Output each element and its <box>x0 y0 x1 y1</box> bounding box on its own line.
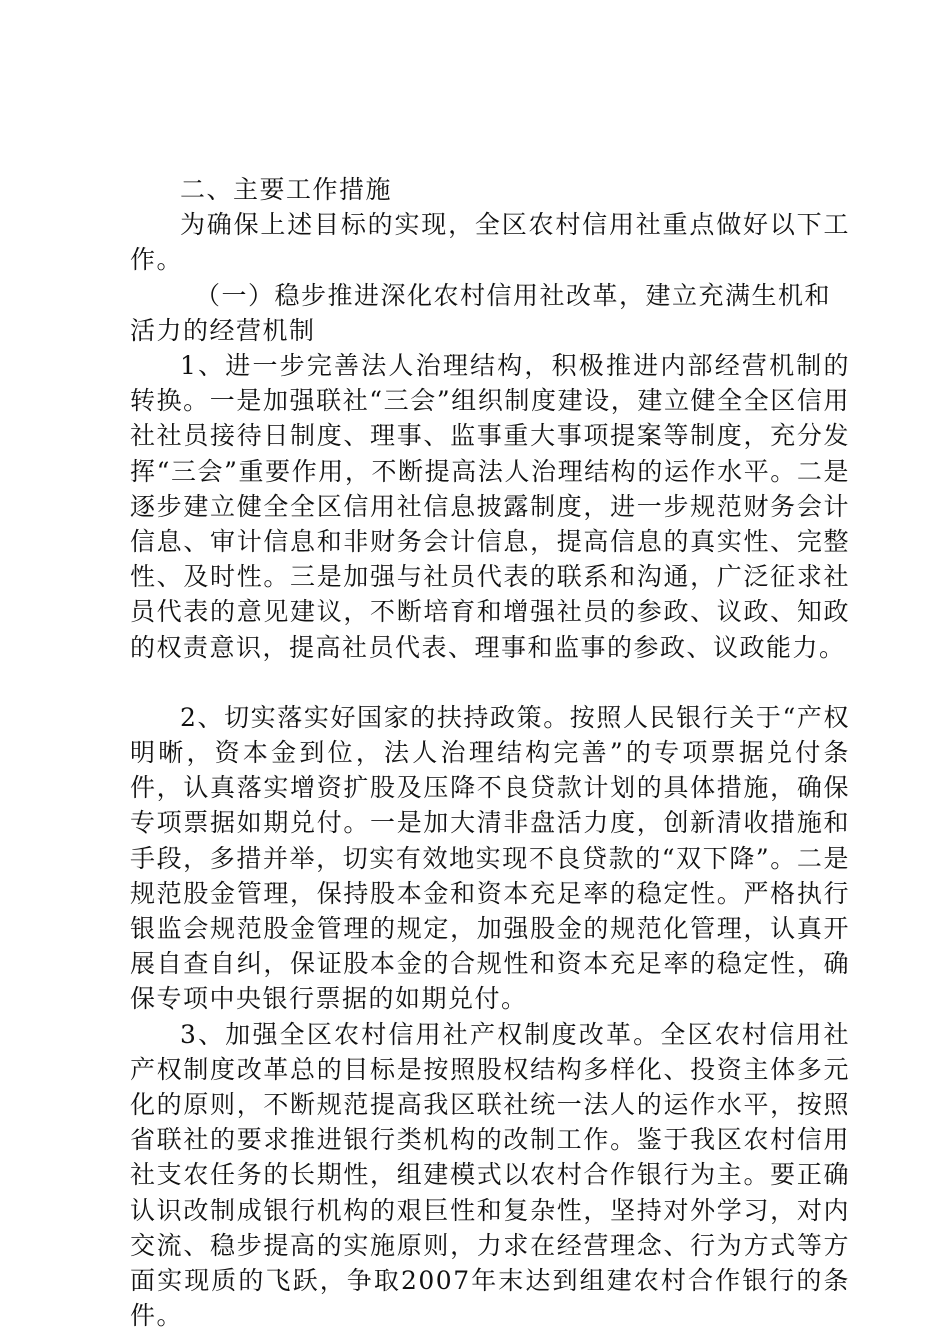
section-heading: 二、主要工作措施 <box>180 175 393 204</box>
paragraph-1: 1、进一步完善法人治理结构，积极推进内部经营机制的转换。一是加强联社“三会”组织制度建设，建立健全全区信用社社员接待日制度、理事、监事重大事项提案等制度，充分发挥“三会”重要作用，不断提高法人治理结构的运作水平。二是逐步建立健全全区信用社信息披露制度，进一步规范财务会计信息、审计信息和非财务会计信息，提高信息的真实性、完整性、及时性。三是加强与社员代表的联系和沟通，广泛征求社员代表的意见建议，不断培育和增强社员的参政、议政、知政的权责意识，提高社员代表、理事和监事的参政、议政能力。 <box>130 351 850 662</box>
subsection-heading: （一）稳步推进深化农村信用社改革，建立充满生机和活力的经营机制 <box>130 280 832 345</box>
intro-paragraph: 为确保上述目标的实现，全区农村信用社重点做好以下工作。 <box>130 210 850 275</box>
paragraph-2: 2、切实落实好国家的扶持政策。按照人民银行关于“产权明晰，资本金到位，法人治理结构完善”的专项票据兑付条件，认真落实增资扩股及压降不良贷款计划的具体措施，确保专项票据如期兑付。一是加大清非盘活力度，创新清收措施和手段，多措并举，切实有效地实现不良贷款的“双下降”。二是规范股金管理，保持股本金和资本充足率的稳定性。严格执行银监会规范股金管理的规定，加强股金的规范化管理，认真开展自查自纠，保证股本金的合规性和资本充足率的稳定性，确保专项中央银行票据的如期兑付。 <box>130 702 850 1014</box>
document-body <box>130 172 850 1334</box>
paragraph-spacer <box>130 665 850 700</box>
paragraph-3: 3、加强全区农村信用社产权制度改革。全区农村信用社产权制度改革总的目标是按照股权结构多样化、投资主体多元化的原则，不断规范提高我区联社统一法人的运作水平，按照省联社的要求推进银行类机构的改制工作。鉴于我区农村信用社支农任务的长期性，组建模式以农村合作银行为主。要正确认识改制成银行机构的艰巨性和复杂性，坚持对外学习，对内交流、稳步提高的实施原则，力求在经营理念、行为方式等方面实现质的飞跃，争取2007年末达到组建农村合作银行的条件。 <box>130 1019 850 1331</box>
